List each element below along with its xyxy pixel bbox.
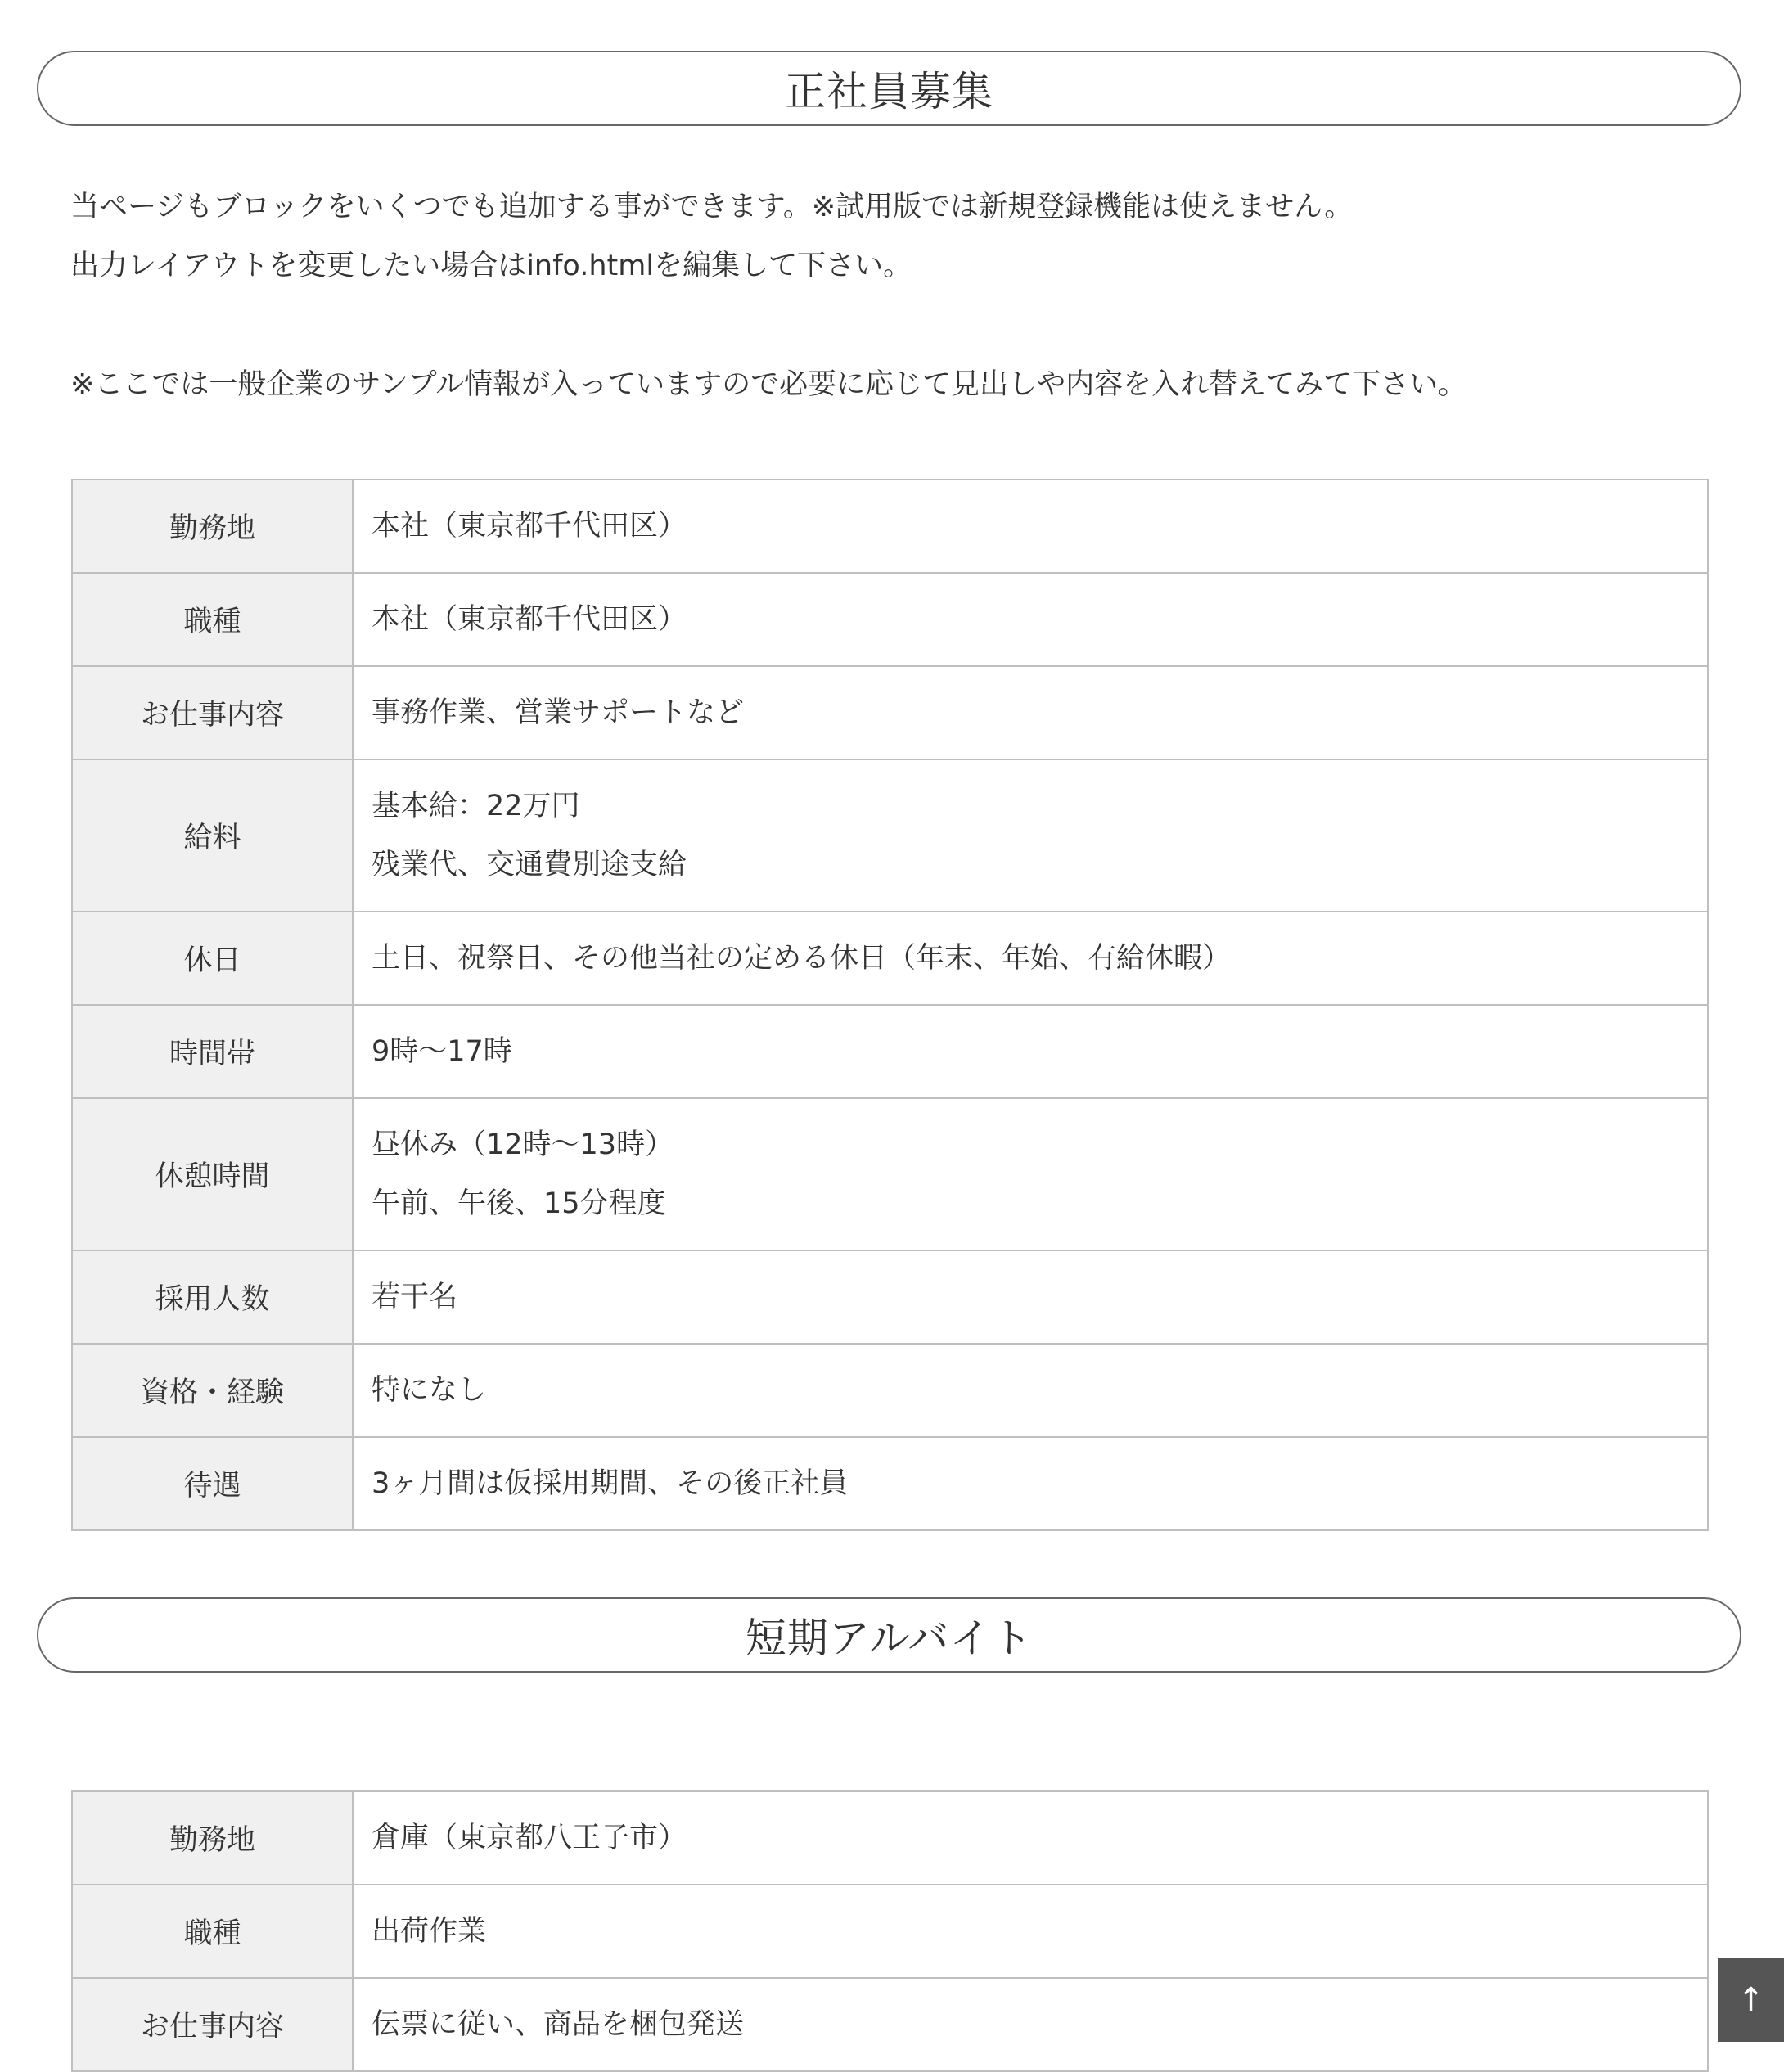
cell-line: 土日、祝祭日、その他当社の定める休日（年末、年始、有給休暇） bbox=[372, 942, 1232, 975]
table-row bbox=[72, 1885, 1708, 1978]
table-row bbox=[72, 480, 1708, 573]
back-to-top-button[interactable] bbox=[1718, 1958, 1784, 2042]
table-row bbox=[72, 1098, 1708, 1250]
cell-line: 9時〜17時 bbox=[372, 1035, 512, 1068]
row-label-holidays: 休日 bbox=[72, 912, 353, 1005]
row-value-hours bbox=[353, 1005, 1708, 1098]
cell-line: 本社（東京都千代田区） bbox=[372, 603, 687, 636]
cell-line: 事務作業、営業サポートなど bbox=[372, 696, 745, 729]
row-label-job-content: お仕事内容 bbox=[72, 1978, 353, 2071]
row-value-headcount bbox=[353, 1250, 1708, 1344]
cell-line: 特になし bbox=[372, 1374, 487, 1407]
cell-line: 伝票に従い、商品を梱包発送 bbox=[372, 2008, 745, 2041]
row-label-treatment: 待遇 bbox=[72, 1437, 353, 1530]
row-label-break: 休憩時間 bbox=[72, 1098, 353, 1250]
cell-line: 若干名 bbox=[372, 1281, 458, 1313]
row-value-break bbox=[353, 1098, 1708, 1250]
cell-line: 午前、午後、15分程度 bbox=[372, 1187, 666, 1220]
intro-text-3: ※ここでは一般企業のサンプル情報が入っていますので必要に応じて見出しや内容を入れ替えてみて下さい。 bbox=[70, 368, 1467, 401]
row-label-job-content: お仕事内容 bbox=[72, 666, 353, 759]
cell-line: 基本給：22万円 bbox=[372, 790, 580, 822]
row-label-hours: 時間帯 bbox=[72, 1005, 353, 1098]
row-value-job-content bbox=[353, 666, 1708, 759]
up-arrow-icon: ↑ bbox=[1737, 1981, 1765, 2019]
cell-line: 残業代、交通費別途支給 bbox=[372, 849, 687, 881]
table-row bbox=[72, 912, 1708, 1005]
row-label-headcount: 採用人数 bbox=[72, 1250, 353, 1344]
parttime-info-table bbox=[71, 1790, 1709, 2072]
cell-line: 3ヶ月間は仮採用期間、その後正社員 bbox=[372, 1467, 849, 1500]
table-row bbox=[72, 1005, 1708, 1098]
table-row bbox=[72, 1344, 1708, 1437]
row-value-job-type bbox=[353, 1885, 1708, 1978]
table-row bbox=[72, 759, 1708, 912]
section-heading-parttime: 短期アルバイト bbox=[37, 1597, 1741, 1673]
row-label-workplace: 勤務地 bbox=[72, 480, 353, 573]
row-label-qualifications: 資格・経験 bbox=[72, 1344, 353, 1437]
table-row bbox=[72, 666, 1708, 759]
row-label-workplace: 勤務地 bbox=[72, 1791, 353, 1885]
row-value-qualifications bbox=[353, 1344, 1708, 1437]
section-heading-fulltime: 正社員募集 bbox=[37, 51, 1741, 126]
row-value-treatment bbox=[353, 1437, 1708, 1530]
fulltime-info-table bbox=[71, 479, 1709, 1531]
table-row bbox=[72, 573, 1708, 666]
row-label-salary: 給料 bbox=[72, 759, 353, 912]
cell-line: 出荷作業 bbox=[372, 1915, 487, 1948]
intro-text-2: 出力レイアウトを変更したい場合はinfo.htmlを編集して下さい。 bbox=[70, 250, 912, 282]
table-row bbox=[72, 1791, 1708, 1885]
row-value-job-type bbox=[353, 573, 1708, 666]
row-label-job-type: 職種 bbox=[72, 1885, 353, 1978]
table-row bbox=[72, 1978, 1708, 2071]
cell-line: 倉庫（東京都八王子市） bbox=[372, 1822, 687, 1854]
row-value-workplace bbox=[353, 480, 1708, 573]
cell-line: 昼休み（12時〜13時） bbox=[372, 1128, 674, 1161]
row-value-holidays bbox=[353, 912, 1708, 1005]
intro-text-1: 当ページもブロックをいくつでも追加する事ができます。※試用版では新規登録機能は使えません。 bbox=[70, 191, 1354, 223]
row-value-salary bbox=[353, 759, 1708, 912]
row-label-job-type: 職種 bbox=[72, 573, 353, 666]
row-value-job-content bbox=[353, 1978, 1708, 2071]
cell-line: 本社（東京都千代田区） bbox=[372, 510, 687, 543]
row-value-workplace bbox=[353, 1791, 1708, 1885]
table-row bbox=[72, 1437, 1708, 1530]
table-row bbox=[72, 1250, 1708, 1344]
